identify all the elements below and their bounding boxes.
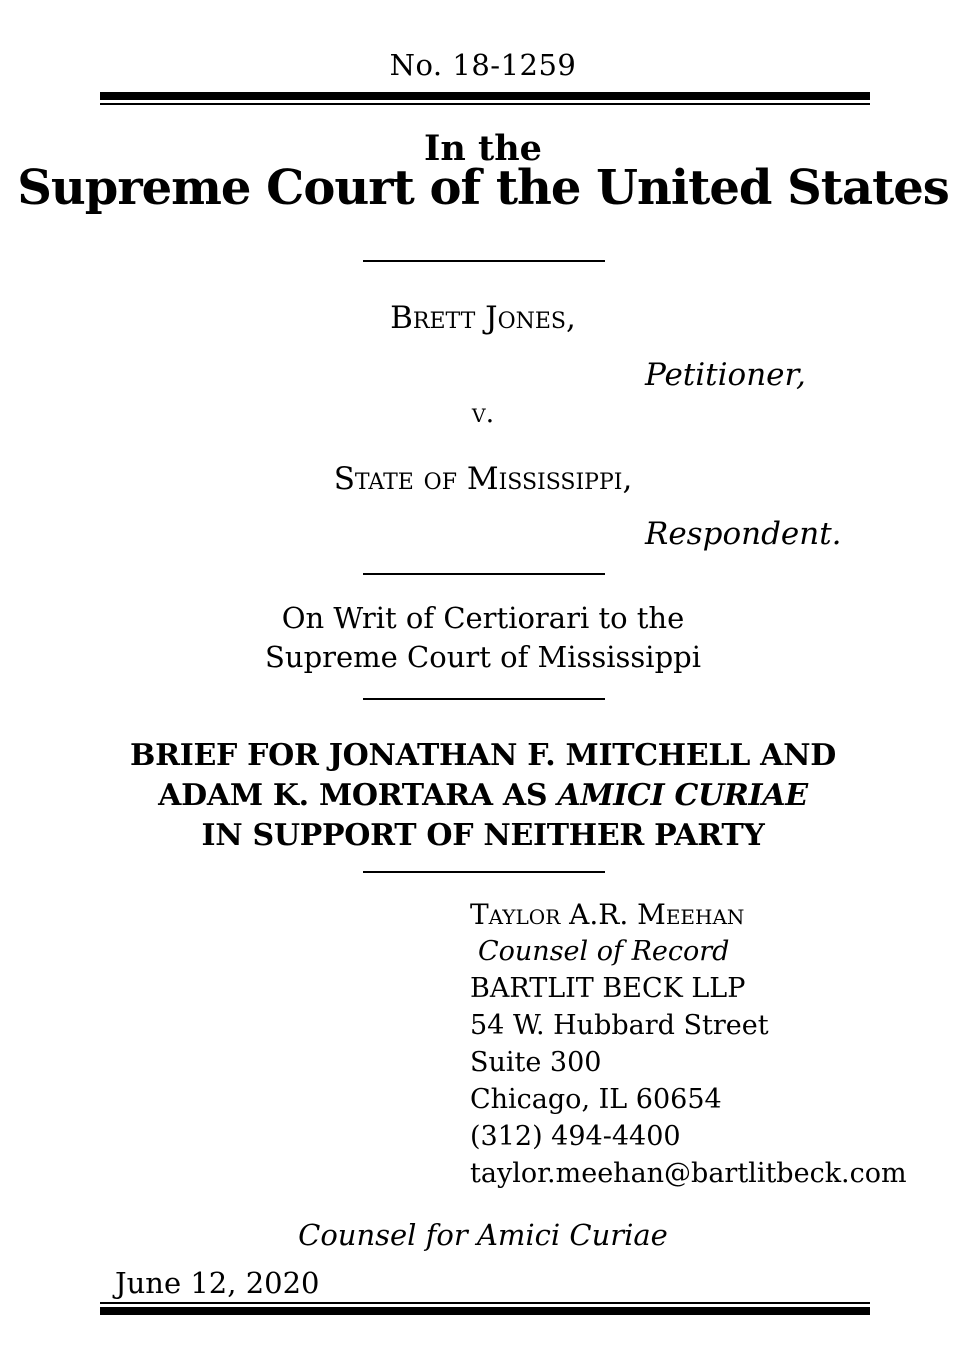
certiorari-line2: Supreme Court of Mississippi bbox=[265, 640, 701, 674]
section-divider bbox=[363, 260, 605, 262]
filing-date: June 12, 2020 bbox=[115, 1266, 320, 1300]
counsel-block bbox=[470, 896, 907, 1192]
counsel-address-1: 54 W. Hubbard Street bbox=[470, 1010, 769, 1041]
petitioner-name: Brett Jones, bbox=[390, 300, 576, 336]
brief-title-line2-italic: AMICI CURIAE bbox=[557, 778, 808, 813]
docket-number: No. 18-1259 bbox=[389, 48, 577, 82]
brief-title-line3: IN SUPPORT OF NEITHER PARTY bbox=[201, 818, 765, 853]
versus: v. bbox=[471, 398, 495, 429]
counsel-role: Counsel of Record bbox=[478, 936, 730, 967]
counsel-firm: BARTLIT BECK LLP bbox=[470, 973, 746, 1004]
respondent-name: State of Mississippi, bbox=[333, 461, 633, 497]
court-name: Supreme Court of the United States bbox=[17, 160, 949, 216]
petitioner-label: Petitioner, bbox=[645, 357, 806, 393]
court-intro: In the bbox=[424, 128, 542, 169]
counsel-phone: (312) 494-4400 bbox=[470, 1121, 681, 1152]
counsel-address-2: Suite 300 bbox=[470, 1047, 602, 1078]
brief-title-line2-prefix: ADAM K. MORTARA AS bbox=[158, 778, 558, 813]
counsel-address-3: Chicago, IL 60654 bbox=[470, 1084, 722, 1115]
bottom-double-rule bbox=[100, 1302, 870, 1315]
section-divider bbox=[363, 871, 605, 873]
brief-title-line1: BRIEF FOR JONATHAN F. MITCHELL AND bbox=[130, 738, 836, 773]
section-divider bbox=[363, 573, 605, 575]
section-divider bbox=[363, 698, 605, 700]
certiorari-line1: On Writ of Certiorari to the bbox=[281, 601, 685, 635]
counsel-name: Taylor A.R. Meehan bbox=[470, 898, 745, 931]
top-double-rule bbox=[100, 92, 870, 105]
brief-title-line2 bbox=[0, 778, 966, 813]
counsel-footer: Counsel for Amici Curiae bbox=[298, 1218, 668, 1252]
counsel-email: taylor.meehan@bartlitbeck.com bbox=[470, 1158, 907, 1189]
respondent-label: Respondent. bbox=[645, 516, 842, 552]
